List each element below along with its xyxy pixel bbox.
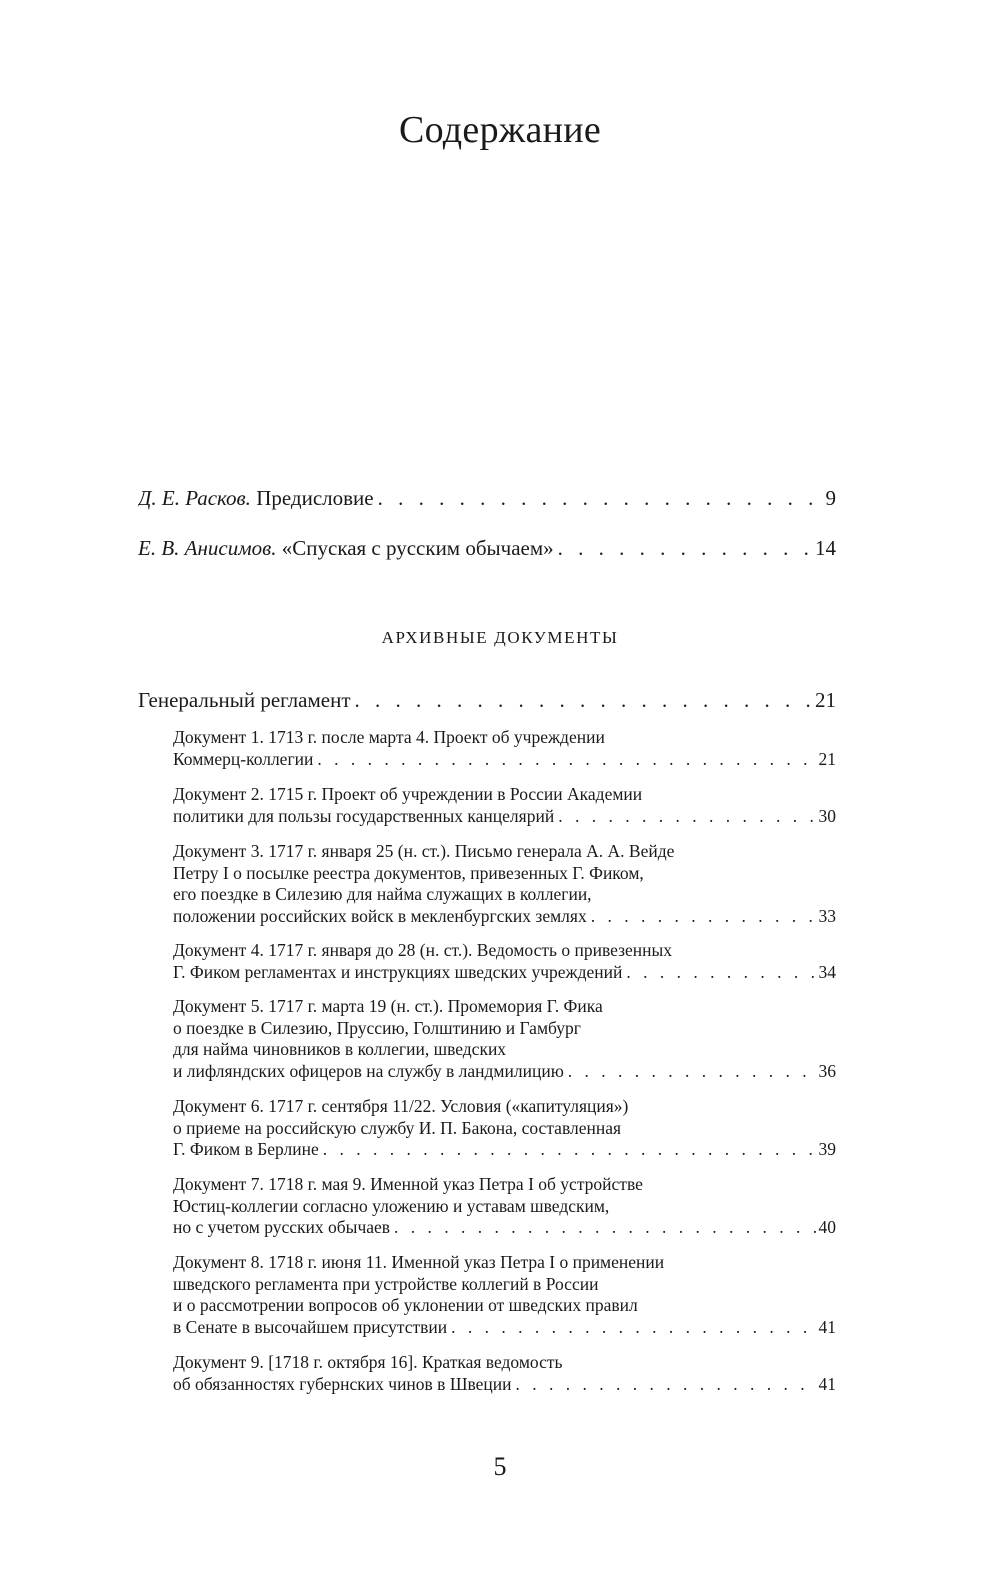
entry-author: Е. В. Анисимов. — [138, 536, 277, 560]
dot-leader — [554, 536, 813, 561]
doc-line: Документ 9. [1718 г. октября 16]. Краткая ведомость — [173, 1352, 563, 1372]
page-number: 5 — [493, 1452, 507, 1481]
doc-line: и лифляндских офицеров на службу в ландмилицию — [173, 1060, 564, 1081]
doc-page: 41 — [818, 1316, 836, 1337]
entry-page: 14 — [815, 536, 836, 560]
dot-leader — [587, 906, 817, 928]
doc-line: Коммерц-коллегии — [173, 748, 314, 769]
doc-line: Г. Фиком регламентах и инструкциях шведских учреждений — [173, 961, 623, 982]
doc-line: политики для пользы государственных канцелярий — [173, 805, 555, 826]
toc-document-4 — [173, 940, 836, 983]
page-title: Содержание — [398, 109, 602, 151]
dot-leader — [564, 1061, 817, 1083]
toc-document-6 — [173, 1096, 836, 1161]
doc-line: для найма чиновников в коллегии, шведских — [173, 1039, 507, 1059]
doc-page: 21 — [818, 748, 836, 769]
dot-leader — [622, 962, 816, 984]
chapter-page: 21 — [815, 688, 836, 712]
doc-page: 36 — [818, 1060, 836, 1081]
doc-line: Документ 7. 1718 г. мая 9. Именной указ Петра I об устройстве — [173, 1174, 643, 1194]
doc-line: Документ 4. 1717 г. января до 28 (н. ст.). Ведомость о привезенных — [173, 940, 673, 960]
doc-line: Юстиц-коллегии согласно уложению и уставам шведским, — [173, 1195, 610, 1216]
doc-page: 39 — [818, 1139, 836, 1159]
doc-line: в Сенате в высочайшем присутствии — [173, 1316, 448, 1337]
doc-line: Г. Фиком в Берлине — [173, 1139, 319, 1159]
doc-line: и о рассмотрении вопросов об уклонении от шведских правил — [173, 1295, 638, 1315]
dot-leader — [512, 1374, 817, 1396]
doc-line: положении российских войск в мекленбургских землях — [173, 905, 587, 926]
section-heading: АРХИВНЫЕ ДОКУМЕНТЫ — [381, 628, 619, 647]
chapter-title: Генеральный регламент — [138, 688, 351, 712]
doc-line: Документ 8. 1718 г. июня 11. Именной указ Петра I о применении — [173, 1252, 665, 1272]
doc-line: Документ 3. 1717 г. января 25 (н. ст.). Письмо генерала А. А. Вейде — [173, 841, 675, 861]
entry-title: «Спуская с русским обычаем» — [281, 536, 554, 560]
toc-document-2 — [173, 784, 836, 827]
dot-leader — [319, 1139, 817, 1161]
doc-page: 41 — [818, 1373, 836, 1394]
toc-entry-essay — [138, 536, 836, 561]
toc-document-9 — [173, 1352, 836, 1395]
dot-leader — [351, 688, 813, 713]
entry-author: Д. Е. Расков. — [138, 486, 251, 510]
doc-line: об обязанностях губернских чинов в Швеции — [173, 1373, 512, 1394]
doc-line: Документ 1. 1713 г. после марта 4. Проект об учреждении — [173, 727, 605, 747]
doc-page: 34 — [818, 961, 836, 982]
doc-page: 33 — [818, 905, 836, 926]
doc-line: Документ 6. 1717 г. сентября 11/22. Условия («капитуляция») — [173, 1096, 629, 1116]
toc-document-5 — [173, 996, 836, 1082]
doc-line: о поездке в Силезию, Пруссию, Голштинию и Гамбург — [173, 1017, 581, 1038]
toc-entry-preface — [138, 486, 836, 511]
entry-page: 9 — [825, 486, 836, 510]
toc-document-8 — [173, 1252, 836, 1338]
doc-line: шведского регламента при устройстве коллегий в России — [173, 1273, 599, 1294]
doc-page: 40 — [818, 1217, 836, 1237]
dot-leader — [447, 1317, 816, 1339]
dot-leader — [313, 749, 816, 771]
dot-leader — [374, 486, 824, 511]
doc-line: о приеме на российскую службу И. П. Бакона, составленная — [173, 1117, 622, 1138]
toc-document-7 — [173, 1174, 836, 1239]
dot-leader — [390, 1217, 816, 1239]
doc-line: Документ 2. 1715 г. Проект об учреждении в России Академии — [173, 784, 643, 804]
doc-line: его поездке в Силезию для найма служащих в коллегии, — [173, 884, 592, 904]
entry-title: Предисловие — [256, 486, 374, 510]
dot-leader — [554, 806, 816, 828]
toc-chapter — [138, 688, 836, 713]
doc-line: Петру I о посылке реестра документов, привезенных Г. Фиком, — [173, 862, 644, 883]
toc-document-3 — [173, 841, 836, 927]
doc-page: 30 — [818, 805, 836, 826]
doc-line: но с учетом русских обычаев — [173, 1217, 391, 1237]
toc-document-1 — [173, 727, 836, 770]
doc-line: Документ 5. 1717 г. марта 19 (н. ст.). Промемория Г. Фика — [173, 996, 603, 1016]
